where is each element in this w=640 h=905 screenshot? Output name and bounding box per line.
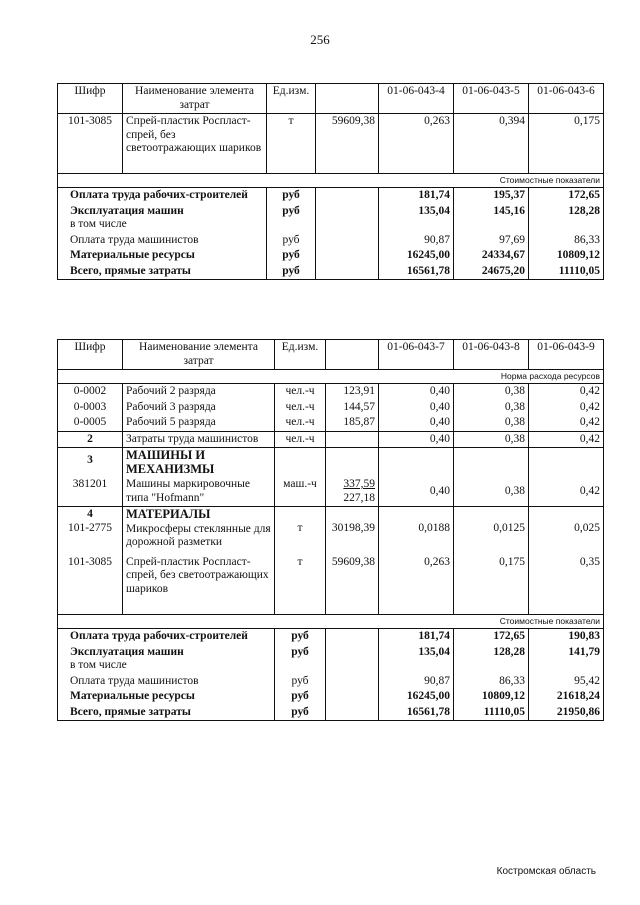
cost-value: 86,33 bbox=[529, 233, 604, 249]
cost-name: Всего, прямые затраты bbox=[58, 264, 267, 280]
header-price bbox=[316, 84, 379, 114]
item-name: Микросферы стеклянные для дорожной разметки bbox=[126, 522, 271, 548]
cost-value: 172,65 bbox=[454, 629, 529, 645]
cost-value: 21950,86 bbox=[529, 705, 604, 721]
item-value: 0,0125 bbox=[454, 507, 529, 551]
table-row bbox=[58, 384, 604, 400]
table-row bbox=[58, 204, 604, 233]
item-value: 0,40 bbox=[379, 415, 454, 431]
item-value: 0,0188 bbox=[379, 507, 454, 551]
cost-name: Материальные ресурсы bbox=[58, 689, 275, 705]
cost-value: 145,16 bbox=[454, 204, 529, 233]
cost-value: 181,74 bbox=[379, 188, 454, 204]
item-unit: т bbox=[275, 507, 326, 551]
page-number: 256 bbox=[310, 32, 330, 47]
cost-value: 10809,12 bbox=[529, 248, 604, 264]
table-row bbox=[58, 674, 604, 690]
cost-unit: руб bbox=[275, 689, 326, 705]
item-unit: маш.-ч bbox=[275, 477, 326, 507]
cost-name: Оплата труда машинистов bbox=[58, 674, 275, 690]
header-column: 01-06-043-7 bbox=[379, 340, 454, 370]
item-value: 0,40 bbox=[379, 477, 454, 507]
cost-unit: руб bbox=[267, 264, 316, 280]
table-row bbox=[58, 188, 604, 204]
item-unit: чел.-ч bbox=[275, 400, 326, 416]
item-code: 0-0005 bbox=[58, 415, 123, 431]
cost-sub: в том числе bbox=[70, 218, 127, 230]
item-code: 101-2775 bbox=[67, 521, 113, 534]
cost-value: 95,42 bbox=[529, 674, 604, 690]
item-value: 0,175 bbox=[529, 114, 604, 174]
cost-unit: руб bbox=[267, 233, 316, 249]
item-value: 0,38 bbox=[454, 477, 529, 507]
item-name: Рабочий 2 разряда bbox=[123, 384, 275, 400]
cost-value: 16245,00 bbox=[379, 248, 454, 264]
item-value: 0,38 bbox=[454, 384, 529, 400]
header-price bbox=[326, 340, 379, 370]
item-price: 185,87 bbox=[326, 415, 379, 431]
table-row bbox=[58, 431, 604, 448]
item-value: 0,263 bbox=[379, 114, 454, 174]
table-row bbox=[58, 645, 604, 674]
header-code: Шифр bbox=[58, 340, 123, 370]
table-row bbox=[58, 689, 604, 705]
section-label: Стоимостные показатели bbox=[58, 615, 604, 629]
cost-unit: руб bbox=[267, 188, 316, 204]
table-row bbox=[58, 477, 604, 507]
cost-value: 16561,78 bbox=[379, 705, 454, 721]
item-code: 101-3085 bbox=[58, 551, 123, 615]
table-row bbox=[58, 233, 604, 249]
norm-table-2 bbox=[57, 339, 604, 721]
item-price: 30198,39 bbox=[326, 507, 379, 551]
cost-value: 141,79 bbox=[529, 645, 604, 674]
item-unit: т bbox=[275, 551, 326, 615]
item-value: 0,38 bbox=[454, 415, 529, 431]
item-unit: чел.-ч bbox=[275, 415, 326, 431]
section-number: 4 bbox=[87, 508, 93, 520]
item-price: 123,91 bbox=[326, 384, 379, 400]
cost-value: 128,28 bbox=[529, 204, 604, 233]
cost-value: 135,04 bbox=[379, 204, 454, 233]
table-row bbox=[58, 507, 604, 551]
cost-value: 135,04 bbox=[379, 645, 454, 674]
cost-value: 16561,78 bbox=[379, 264, 454, 280]
item-value: 0,394 bbox=[454, 114, 529, 174]
table-row bbox=[58, 551, 604, 615]
item-code: 0-0003 bbox=[58, 400, 123, 416]
cost-name: Оплата труда рабочих-строителей bbox=[58, 188, 267, 204]
section-label: Стоимостные показатели bbox=[58, 174, 604, 188]
cost-value: 90,87 bbox=[379, 674, 454, 690]
table-row bbox=[58, 415, 604, 431]
item-value: 0,175 bbox=[454, 551, 529, 615]
header-column: 01-06-043-5 bbox=[454, 84, 529, 114]
cost-value: 97,69 bbox=[454, 233, 529, 249]
section-row bbox=[58, 370, 604, 384]
cost-value: 190,83 bbox=[529, 629, 604, 645]
header-column: 01-06-043-9 bbox=[529, 340, 604, 370]
cost-unit: руб bbox=[275, 674, 326, 690]
table-row bbox=[58, 248, 604, 264]
cost-value: 172,65 bbox=[529, 188, 604, 204]
item-value: 0,40 bbox=[379, 384, 454, 400]
header-name: Наименование элемента затрат bbox=[123, 340, 275, 370]
item-value: 0,40 bbox=[379, 400, 454, 416]
item-unit: т bbox=[267, 114, 316, 174]
item-value: 0,35 bbox=[529, 551, 604, 615]
cost-value: 195,37 bbox=[454, 188, 529, 204]
cost-value: 11110,05 bbox=[529, 264, 604, 280]
item-value: 0,38 bbox=[454, 400, 529, 416]
table-header bbox=[58, 84, 604, 114]
cost-unit: руб bbox=[275, 645, 326, 674]
item-name: Спрей-пластик Роспласт-спрей, без светоотражающих шариков bbox=[123, 114, 267, 174]
footer-region: Костромская область bbox=[496, 866, 596, 877]
cost-sub: в том числе bbox=[70, 659, 127, 671]
table-row bbox=[58, 114, 604, 174]
cost-unit: руб bbox=[275, 705, 326, 721]
table-row bbox=[58, 400, 604, 416]
cost-name: Оплата труда машинистов bbox=[58, 233, 267, 249]
section-label: Норма расхода ресурсов bbox=[58, 370, 604, 384]
cost-value: 21618,24 bbox=[529, 689, 604, 705]
item-price: 59609,38 bbox=[316, 114, 379, 174]
item-value: 0,40 bbox=[379, 431, 454, 448]
table-row bbox=[58, 629, 604, 645]
table-row bbox=[58, 264, 604, 280]
cost-value: 181,74 bbox=[379, 629, 454, 645]
item-value: 0,42 bbox=[529, 415, 604, 431]
item-value: 0,38 bbox=[454, 431, 529, 448]
item-name: Рабочий 5 разряда bbox=[123, 415, 275, 431]
cost-name: Эксплуатация машин bbox=[70, 645, 184, 658]
section-row bbox=[58, 615, 604, 629]
item-price: 144,57 bbox=[326, 400, 379, 416]
item-name: Рабочий 3 разряда bbox=[123, 400, 275, 416]
norm-table-1 bbox=[57, 83, 604, 280]
cost-value: 86,33 bbox=[454, 674, 529, 690]
item-value: 0,025 bbox=[529, 507, 604, 551]
header-code: Шифр bbox=[58, 84, 123, 114]
item-price-secondary: 227,18 bbox=[343, 491, 375, 504]
item-value: 0,42 bbox=[529, 477, 604, 507]
cost-value: 11110,05 bbox=[454, 705, 529, 721]
header-column: 01-06-043-8 bbox=[454, 340, 529, 370]
item-value: 0,42 bbox=[529, 384, 604, 400]
item-name: Машины маркировочные типа "Hofmann" bbox=[123, 477, 275, 507]
item-value: 0,42 bbox=[529, 400, 604, 416]
cost-name: Оплата труда рабочих-строителей bbox=[58, 629, 275, 645]
header-column: 01-06-043-6 bbox=[529, 84, 604, 114]
item-unit: чел.-ч bbox=[275, 384, 326, 400]
header-unit: Ед.изм. bbox=[275, 340, 326, 370]
cost-name: Эксплуатация машин bbox=[70, 204, 184, 217]
cost-unit: руб bbox=[275, 629, 326, 645]
item-price: 337,59 bbox=[343, 478, 375, 490]
cost-value: 10809,12 bbox=[454, 689, 529, 705]
cost-name: Материальные ресурсы bbox=[58, 248, 267, 264]
cost-name: Всего, прямые затраты bbox=[58, 705, 275, 721]
item-name: Затраты труда машинистов bbox=[123, 431, 275, 448]
cost-value: 16245,00 bbox=[379, 689, 454, 705]
section-title: МАТЕРИАЛЫ bbox=[126, 507, 211, 521]
header-name: Наименование элемента затрат bbox=[123, 84, 267, 114]
cost-value: 128,28 bbox=[454, 645, 529, 674]
table-header bbox=[58, 340, 604, 370]
item-code: 2 bbox=[58, 431, 123, 448]
item-code: 381201 bbox=[58, 477, 123, 507]
section-row bbox=[58, 174, 604, 188]
header-column: 01-06-043-4 bbox=[379, 84, 454, 114]
cost-value: 24334,67 bbox=[454, 248, 529, 264]
header-unit: Ед.изм. bbox=[267, 84, 316, 114]
cost-value: 24675,20 bbox=[454, 264, 529, 280]
cost-unit: руб bbox=[267, 204, 316, 233]
item-code: 101-3085 bbox=[58, 114, 123, 174]
cost-unit: руб bbox=[267, 248, 316, 264]
cost-value: 90,87 bbox=[379, 233, 454, 249]
table-row bbox=[58, 705, 604, 721]
item-value: 0,42 bbox=[529, 431, 604, 448]
item-value: 0,263 bbox=[379, 551, 454, 615]
section-number: 3 bbox=[58, 448, 123, 478]
item-code: 0-0002 bbox=[58, 384, 123, 400]
section-title: МАШИНЫ И МЕХАНИЗМЫ bbox=[123, 448, 275, 478]
table-row bbox=[58, 448, 604, 478]
item-unit: чел.-ч bbox=[275, 431, 326, 448]
item-name: Спрей-пластик Роспласт-спрей, без светоотражающих шариков bbox=[123, 551, 275, 615]
item-price: 59609,38 bbox=[326, 551, 379, 615]
